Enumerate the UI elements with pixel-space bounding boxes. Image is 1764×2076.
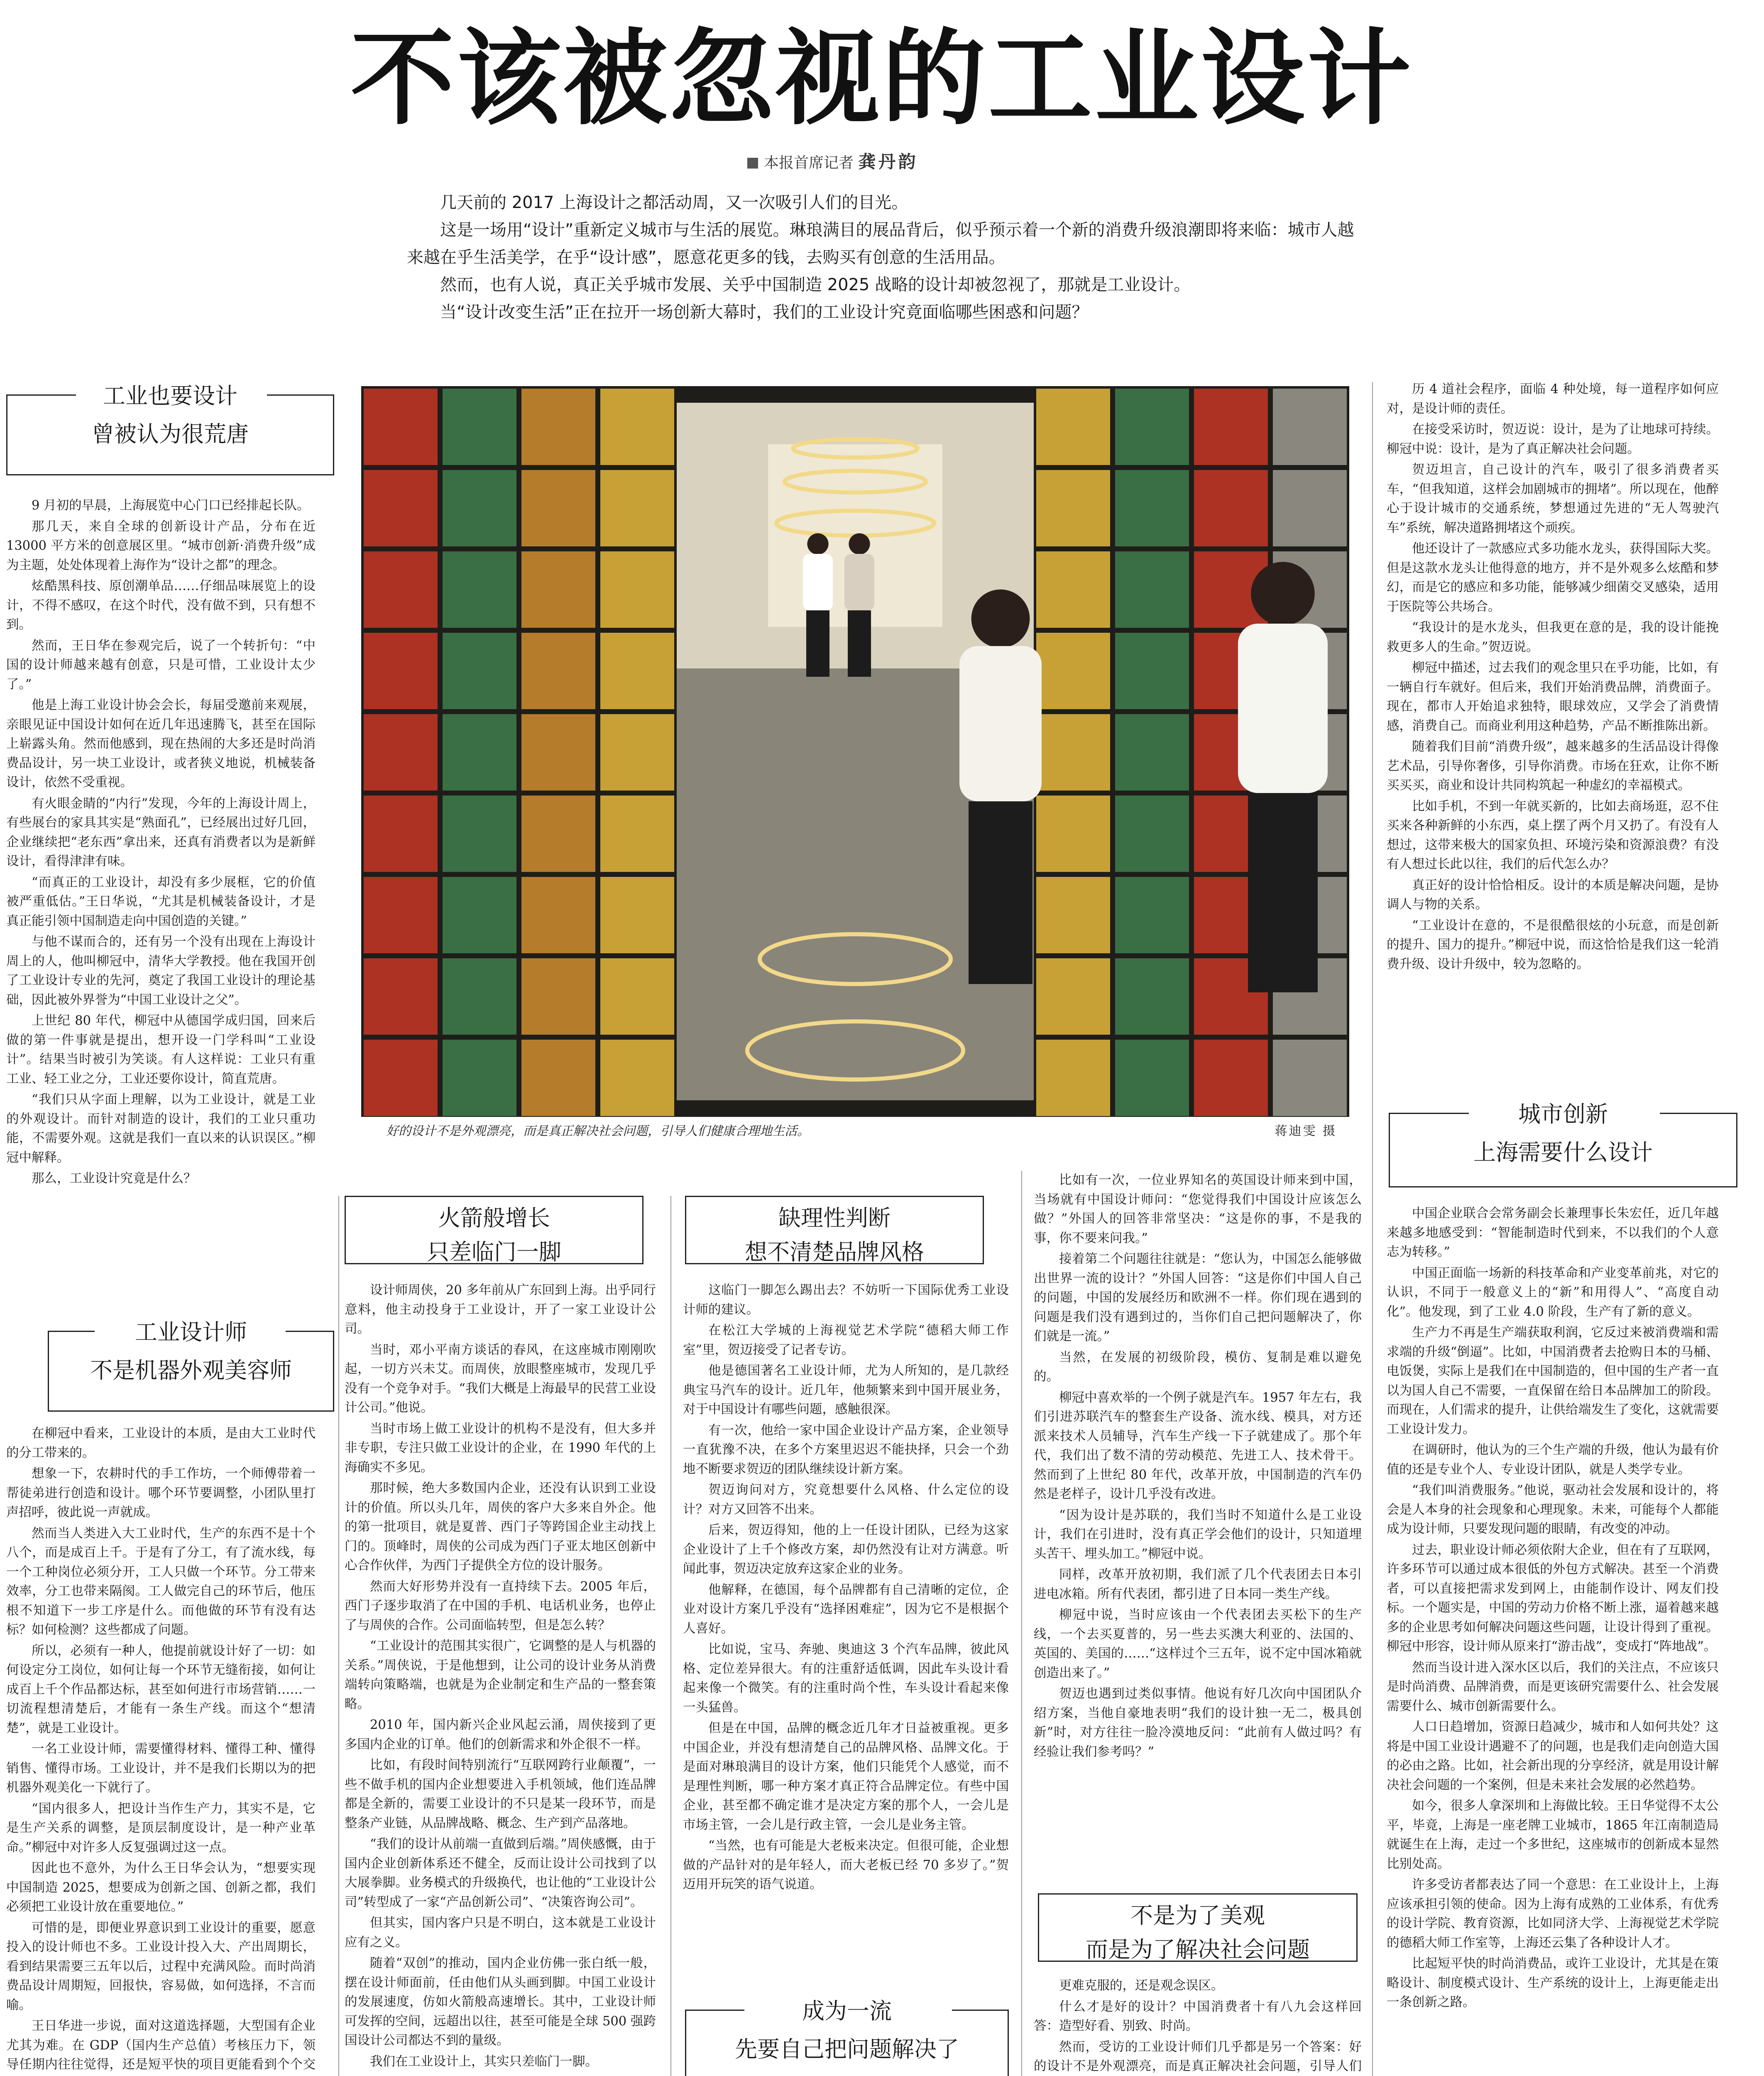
visitor-body xyxy=(844,554,874,610)
glass-pane xyxy=(443,877,516,953)
glass-pane xyxy=(600,796,674,872)
body-paragraph: 设计师周侠，20 多年前从广东回到上海。出乎同行意料，他主动投身于工业设计，开了一家工业设计公司。 xyxy=(345,1283,656,1336)
glass-pane xyxy=(600,633,674,709)
glass-pane xyxy=(443,633,516,709)
photo-caption xyxy=(386,1121,1341,1142)
body-paragraph: 人口日趋增加，资源日趋减少，城市和人如何共处？这将是中国工业设计遇避不了的问题，也是我们走向创造大国的必由之路。比如，社会新出现的分享经济，就是用设计解决社会问题的一个案例，但是未来社会发展的必然趋势。 xyxy=(1387,1720,1719,1792)
body-paragraph: 然而当设计进入深水区以后，我们的关注点，不应该只是时尚消费、品牌消费，而是更该研究需要什么、社会发展需要什么、城市创新需要什么。 xyxy=(1387,1660,1719,1714)
body-paragraph: 然而当人类进入大工业时代，生产的东西不是十个八个，而是成百上千。于是有了分工，有了流水线，每一个工种岗位必须分开，工人只做一个环节。分工带来效率，分工也带来隔阂。工人做完自己的环节后，他压根不知道下一步工序是什么。而他做的环节有没有达标？如何检测？这些都成了问题。 xyxy=(6,1526,316,1637)
body-paragraph: 比如说，宝马、奔驰、奥迪这 3 个汽车品牌，彼此风格、定位差异很大。有的注重舒适低调，因此车头设计看起来像一个微笑。有的注重时尚个性，车头设计看起来像一头猛兽。 xyxy=(683,1642,1009,1715)
visitor-legs xyxy=(806,610,829,677)
glass-pane xyxy=(1115,389,1189,465)
column-section3 xyxy=(345,1281,656,2076)
glass-pane xyxy=(521,470,595,546)
body-paragraph: 可惜的是，即便业界意识到工业设计的重要，愿意投入的设计师也不多。工业设计投入大、产出周期长，看到结果需要三五年以后，过程中充满风险。而时尚消费品设计周期短，回报快，容易做，如何选择，不言而喻。 xyxy=(6,1920,316,2012)
subheading-s5 xyxy=(685,1998,1009,2076)
subheading-s1 xyxy=(6,383,334,475)
subheading-s1-line2: 曾被认为很荒唐 xyxy=(92,421,249,447)
glass-pane xyxy=(1036,877,1110,953)
glass-pane xyxy=(521,796,595,872)
column-divider xyxy=(1372,382,1373,2076)
column-section6 xyxy=(1034,1976,1362,2076)
glass-pane xyxy=(600,551,674,628)
glass-pane xyxy=(521,877,595,953)
body-paragraph: 但其实，国内客户只是不明白，这本就是工业设计应有之义。 xyxy=(345,1916,656,1950)
column-section1 xyxy=(6,496,316,1310)
body-paragraph: 贺迈也遇到过类似事情。他说有好几次向中国团队介绍方案，当他自豪地表明“我们的设计独一无二，极具创新”时，对方往往一脸冷漠地反问：“此前有人做过吗？有经验让我们参考吗？” xyxy=(1034,1687,1362,1759)
body-paragraph: 然而大好形势并没有一直持续下去。2005 年后，西门子逐步取消了在中国的手机、电话机业务，也停止了与周侠的合作。公司面临转型，但是怎么转？ xyxy=(345,1579,656,1633)
glass-pane xyxy=(443,958,516,1035)
byline-square-icon xyxy=(747,158,758,169)
glass-pane xyxy=(1115,877,1189,953)
glass-pane xyxy=(1036,1040,1110,1116)
lede xyxy=(407,189,1358,330)
glass-pane xyxy=(1273,1040,1347,1116)
body-paragraph: “国内很多人，把设计当作生产力，其实不是，它是生产关系的调整，是顶层制度设计，是一种产业革命。”柳冠中对许多人反复强调过这一点。 xyxy=(6,1801,316,1855)
glass-pane xyxy=(1115,958,1189,1035)
body-paragraph: “而真正的工业设计，却没有多少展框，它的价值被严重低估。”王日华说，“尤其是机械装备设计，才是真正能引领中国制造走向中国创造的关键。” xyxy=(6,875,316,928)
subheading-s6 xyxy=(1038,1893,1358,1962)
body-paragraph: 当然，在发展的初级阶段，模仿、复制是难以避免的。 xyxy=(1034,1350,1362,1384)
body-paragraph: 柳冠中喜欢举的一个例子就是汽车。1957 年左右，我们引进苏联汽车的整套生产设备、流水线、模具，对方还派来技术人员辅导，汽车生产线一下子就建成了。那个年代，我们出了数不清的劳动模范、先进工人、技术骨干。然而到了上世纪 80 年代，改革开放，中国制造的汽车仍然是老样子，设计几乎没有改进。 xyxy=(1034,1390,1362,1501)
glass-pane xyxy=(1115,1040,1189,1116)
subheading-s8-line1: 城市创新 xyxy=(1518,1101,1608,1127)
glass-pane xyxy=(1036,714,1110,791)
glass-pane xyxy=(1036,796,1110,872)
glass-pane xyxy=(443,796,516,872)
body-paragraph: 当时市场上做工业设计的机构不是没有，但大多并非专职，专注只做工业设计的企业，在 1990 年代的上海确实不多见。 xyxy=(345,1421,656,1475)
body-paragraph: 他是上海工业设计协会会长，每届受邀前来观展，亲眼见证中国设计如何在近几年迅速腾飞，甚至在国际上崭露头角。然而他感到，现在热闹的大多还是时尚消费品设计，另一块工业设计，或者狭义地说，机械装备设计，依然不受重视。 xyxy=(6,698,316,790)
subheading-s2 xyxy=(48,1319,334,1412)
subheading-s1-line1: 工业也要设计 xyxy=(103,383,237,409)
glass-pane xyxy=(1194,1040,1268,1116)
subheading-s8 xyxy=(1389,1101,1737,1187)
body-paragraph: “我们只从字面上理解，以为工业设计，就是工业的外观设计。而针对制造的设计，我们的工业只重功能，不需要外观。这就是我们一直以来的认识误区。”柳冠中解释。 xyxy=(6,1092,316,1165)
subheading-s6-line2: 而是为了解决社会问题 xyxy=(1086,1936,1310,1963)
glass-pane xyxy=(364,877,438,953)
subheading-s8-line2: 上海需要什么设计 xyxy=(1473,1139,1653,1165)
glass-pane xyxy=(1036,958,1110,1035)
subheading-s3 xyxy=(345,1196,643,1264)
headline: 不该被忽视的工业设计 xyxy=(350,18,1414,139)
glass-pane xyxy=(364,714,438,791)
visitor-body xyxy=(959,646,1042,801)
glass-pane xyxy=(1036,633,1110,709)
body-paragraph: 那么，工业设计究竟是什么？ xyxy=(32,1171,196,1186)
stained-glass-photo xyxy=(361,386,1349,1117)
glass-pane xyxy=(1115,796,1189,872)
body-paragraph: 真正好的设计恰恰相反。设计的本质是解决问题，是协调人与物的关系。 xyxy=(1387,878,1719,912)
column-section8 xyxy=(1387,1204,1719,2076)
lede-paragraph: 然而，也有人说，真正关乎城市发展、关乎中国制造 2025 战略的设计却被忽视了，那就是工业设计。 xyxy=(440,275,1191,294)
glass-pane xyxy=(1036,470,1110,546)
body-paragraph: 柳冠中说，当时应该由一个代表团去买松下的生产线，一个去买夏普的，另一些去买澳大利亚的、法国的、英国的、美国的……“这样过个三五年，说不定中国冰箱就创造出来了。” xyxy=(1034,1608,1362,1680)
body-paragraph: 更难克服的，还是观念误区。 xyxy=(1059,1978,1224,1993)
lede-paragraph: 这是一场用“设计”重新定义城市与生活的展览。琳琅满目的展品背后，似乎预示着一个新的消费升级浪潮即将来临：城市人越来越在乎生活美学，在乎“设计感”，愿意花更多的钱，去购买有创意的生活用品。 xyxy=(407,220,1354,267)
body-paragraph: “我们的设计从前端一直做到后端。”周侠感慨，由于国内企业创新体系还不健全，反而让设计公司找到了以大展拳脚。业务模式的升级换代，也让他的“工业设计公司”转型成了一家“产品创新公司”、“决策咨询公司”。 xyxy=(345,1837,656,1910)
glass-pane xyxy=(443,551,516,628)
glass-pane xyxy=(1273,389,1347,465)
body-paragraph: 我们在工业设计上，其实只差临门一脚。 xyxy=(370,2054,598,2069)
body-paragraph: 随着我们目前“消费升级”，越来越多的生活品设计得像艺术品，引导你奢侈，引导你消费。市场在狂欢，让你不断买买买，商业和设计共同构筑起一种虚幻的幸福模式。 xyxy=(1387,739,1719,793)
glass-pane xyxy=(1115,470,1189,546)
column-section2 xyxy=(6,1424,316,2076)
glass-pane xyxy=(600,714,674,791)
byline xyxy=(747,149,1121,174)
body-paragraph: 9 月初的早晨，上海展览中心门口已经排起长队。 xyxy=(32,498,310,513)
glass-pane xyxy=(443,470,516,546)
subheading-s5-line2: 先要自己把问题解决了 xyxy=(735,2036,959,2062)
body-paragraph: “工业设计的范围其实很广，它调整的是人与机器的关系。”周侠说，于是他想到，让公司的设计业务从消费端转向策略端，也就是为企业制定和生产品的一整套策略。 xyxy=(345,1639,656,1711)
body-paragraph: 中国企业联合会常务副会长兼理事长朱宏任，近几年越来越多地感受到：“智能制造时代到来，不以我们的个人意志为转移。” xyxy=(1387,1206,1719,1259)
body-paragraph: 后来，贺迈得知，他的上一任设计团队，已经为这家企业设计了上千个修改方案，却仍然没有让对方满意。听闻此事，贺迈决定放弃这家企业的业务。 xyxy=(683,1523,1009,1576)
byline-author: 龚丹韵 xyxy=(858,152,918,172)
column-section7 xyxy=(1387,380,1719,1069)
body-paragraph: 比如有一次，一位业界知名的英国设计师来到中国，当场就有中国设计师问：“您觉得我们中国设计应该怎么做？”外国人的回答非常坚决：“这是你的事，不是我的事，你不要来问我。” xyxy=(1034,1173,1362,1246)
visitor-legs xyxy=(1248,793,1318,992)
subheading-s3-line2: 只差临门一脚 xyxy=(427,1239,561,1265)
body-paragraph: 同样，改革开放初期，我们派了几个代表团去日本引进电冰箱。所有代表团，都引进了日本同一类生产线。 xyxy=(1034,1567,1362,1601)
glass-pane xyxy=(600,958,674,1035)
body-paragraph: 王日华进一步说，面对这道选择题，大型国有企业尤其为难。在 GDP（国内生产总值）考核压力下，领导任期内往往觉得，还是短平快的项目更能看到个个交 xyxy=(6,2019,316,2072)
body-paragraph: 过去，职业设计师必须依附大企业，但在有了互联网，许多环节可以通过成本很低的外包方式解决。甚至一个消费者，可以直接把需求发到网上，由能制作设计、网友们投标。一个题实是，中国的劳动力价格不断上涨，逼着越来越多的企业思考如何解决问题这些问题，让设计得到了重视。柳冠中形容，设计师从原来打“游击战”，变成打“阵地战”。 xyxy=(1387,1542,1719,1654)
photo-caption-text: 好的设计不是外观漂亮，而是真正解决社会问题，引导人们健康合理地生活。 xyxy=(386,1124,810,1138)
body-paragraph: 然而，王日华在参观完后，说了一个转折句：“中国的设计师越来越有创意，只是可惜，工业设计太少了。” xyxy=(6,638,316,692)
body-paragraph: 什么才是好的设计？中国消费者十有八九会这样回答：造型好看、别致、时尚。 xyxy=(1034,1999,1362,2033)
body-paragraph: 在接受采访时，贺迈说：设计，是为了让地球可持续。柳冠中说：设计，是为了真正解决社会问题。 xyxy=(1387,422,1719,456)
glass-pane xyxy=(364,796,438,872)
body-paragraph: 比如手机，不到一年就买新的，比如去商场逛，忍不住买来各种新鲜的小东西，桌上摆了两个月又扔了。有没有人想过，这带来极大的国家负担、环境污染和资源浪费？有没有人想过长此以往，我们的后代怎么办？ xyxy=(1387,799,1719,872)
byline-prefix: 本报首席记者 xyxy=(764,154,854,171)
body-paragraph: 2010 年，国内新兴企业风起云涌，周侠接到了更多国内企业的订单。他们的创新需求和外企很不一样。 xyxy=(345,1718,656,1752)
body-paragraph: 随着“双创”的推动，国内企业仿佛一张白纸一般，摆在设计师面前，任由他们从头画到脚。中国工业设计的发展速度，仿如火箭般高速增长。其中，工业设计师可发挥的空间，远超出以往，甚至可能是全球 500 强跨国设计公司都达不到的量级。 xyxy=(345,1956,656,2048)
body-paragraph: 有火眼金睛的“内行”发现，今年的上海设计周上，有些展台的家具其实是“熟面孔”，已经展出过好几回，企业继续把“老东西”拿出来，还真有消费者以为是新鲜设计，看得津津有味。 xyxy=(6,796,316,869)
glass-pane xyxy=(600,1040,674,1116)
body-paragraph: “因为设计是苏联的，我们当时不知道什么是工业设计，我们在引进时，没有真正学会他们的设计，只知道埋头苦干、埋头加工。”柳冠中说。 xyxy=(1034,1508,1362,1561)
body-paragraph: 有一次，他给一家中国企业设计产品方案，企业领导一直犹豫不决，在多个方案里迟迟不能抉择，只会一个劲地不断要求贺迈的团队继续设计新方案。 xyxy=(683,1423,1009,1476)
body-paragraph: 许多受访者都表达了同一个意思：在工业设计上，上海应该承担引领的使命。因为上海有成熟的工业体系，有优秀的设计学院、教育资源，比如同济大学、上海视觉艺术学院的德稻大师工作室等，上海还云集了各种设计人才。 xyxy=(1387,1878,1719,1950)
body-paragraph: 在松江大学城的上海视觉艺术学院“德稻大师工作室”里，贺迈接受了记者专访。 xyxy=(683,1323,1009,1357)
photo-illustration xyxy=(361,386,1349,1117)
body-paragraph: “我设计的是水龙头，但我更在意的是，我的设计能挽救更多人的生命。”贺迈说。 xyxy=(1387,620,1719,654)
body-paragraph: 中国正面临一场新的科技革命和产业变革前兆，对它的认识，不同于一般意义上的“新”和用得人”、“高度自动化”。他发现，到了工业 4.0 阶段，生产有了新的意义。 xyxy=(1387,1266,1719,1319)
glass-pane xyxy=(600,877,674,953)
glass-pane xyxy=(364,633,438,709)
body-paragraph: 贺迈坦言，自己设计的汽车，吸引了很多消费者买车，“但我知道，这样会加剧城市的拥堵”。所以现在，他醉心于设计城市的交通系统，梦想通过先进的“无人驾驶汽车”系统，解决道路拥堵这个顽疾。 xyxy=(1387,463,1719,535)
subheading-s2-line2: 不是机器外观美容师 xyxy=(90,1357,292,1383)
body-paragraph: 想象一下，农耕时代的手工作坊，一个师傅带着一帮徒弟进行创造和设计。哪个环节要调整，小团队里打声招呼，彼此说一声就成。 xyxy=(6,1466,316,1520)
glass-pane xyxy=(521,714,595,791)
visitor-head xyxy=(1251,562,1315,626)
subheading-s4-line1: 缺理性判断 xyxy=(778,1205,891,1231)
body-paragraph: 如今，很多人拿深圳和上海做比较。王日华觉得不太公平，毕竟，上海是一座老牌工业城市，1865 年江南制造局就诞生在上海，走过一个多世纪，这座城市的创新成本显然比别处高。 xyxy=(1387,1799,1719,1871)
body-paragraph: “我们叫消费服务。”他说，驱动社会发展和设计的，将会是人本身的社会现象和心理现象。未来，可能每个人都能成为设计师，只要发现问题的眼睛，有改变的冲动。 xyxy=(1387,1483,1719,1536)
lede-paragraph: 几天前的 2017 上海设计之都活动周，又一次吸引人们的目光。 xyxy=(440,193,908,212)
body-paragraph: 那几天，来自全球的创新设计产品，分布在近 13000 平方米的创意展区里。“城市创新·消费升级”成为主题，处处体现着上海作为“设计之都”的理念。 xyxy=(6,519,316,573)
column-divider xyxy=(670,1196,671,2076)
photo-credit: 蒋迪雯 摄 xyxy=(1275,1124,1337,1138)
subheading-s4-line2: 想不清楚品牌风格 xyxy=(745,1239,924,1265)
body-paragraph: 他是德国著名工业设计师，尤为人所知的，是几款经典宝马汽车的设计。近几年，他频繁来到中国开展业务，对于中国设计有哪些问题，感触很深。 xyxy=(683,1364,1009,1417)
body-paragraph: 因此也不意外，为什么王日华会认为，“想要实现中国制造 2025，想要成为创新之国、创新之都，我们必须把工业设计放在重要地位。” xyxy=(6,1861,316,1914)
subheading-s2-line1: 工业设计师 xyxy=(135,1319,247,1345)
body-paragraph: 历 4 道社会程序，面临 4 种处境，每一道程序如何应对，是设计师的责任。 xyxy=(1387,382,1719,416)
body-paragraph: 所以，必须有一种人，他提前就设计好了一切：如何设定分工岗位，如何让每一个环节无缝衔接，如何让成百上千个作品都达标，甚至如何进行市场营销……一切流程想清楚后，才能有一条生产线。而这个“想清楚”，就是工业设计。 xyxy=(6,1643,316,1736)
body-paragraph: 柳冠中描述，过去我们的观念里只在乎功能，比如，有一辆自行车就好。但后来，我们开始消费品牌，消费面子。现在，都市人开始追求独特，眼球效应，又学会了消费情感，消费自己。而商业利用这种趋势，产品不断推陈出新。 xyxy=(1387,661,1719,733)
visitor-body xyxy=(1238,624,1328,793)
body-paragraph: 比起短平快的时尚消费品，或许工业设计，尤其是在策略设计、制度模式设计、生产系统的设计上，上海更能走出一条创新之路。 xyxy=(1387,1956,1719,2010)
visitor-legs xyxy=(969,801,1032,984)
visitor-head xyxy=(971,590,1030,648)
visitor-head xyxy=(849,533,870,554)
glass-pane xyxy=(364,470,438,546)
glass-pane xyxy=(443,389,516,465)
column-section4 xyxy=(683,1281,1009,1995)
glass-pane xyxy=(1036,551,1110,628)
body-paragraph: 那时候，绝大多数国内企业，还没有认识到工业设计的价值。所以头几年，周侠的客户大多来自外企。他的第一批项目，就是夏普、西门子等跨国企业主动找上门的。顶峰时，周侠的公司成为西门子亚太地区创新中心合作伙伴，为西门子提供全方位的设计服务。 xyxy=(345,1481,656,1573)
body-paragraph: “工业设计在意的，不是很酷很炫的小玩意，而是创新的提升、国力的提升。”柳冠中说，而这恰恰是我们这一轮消费升级、设计升级中，较为忽略的。 xyxy=(1387,918,1719,972)
column-section5 xyxy=(1034,1171,1362,1893)
body-paragraph: 他还设计了一款感应式多功能水龙头，获得国际大奖。但是这款水龙头让他得意的地方，并不是外观多么炫酷和梦幻，而是它的感应和多功能，能够减少细菌交叉感染，适用于医院等公共场合。 xyxy=(1387,541,1719,614)
glass-pane xyxy=(600,470,674,546)
body-paragraph: 当时，邓小平南方谈话的春风，在这座城市刚刚吹起，一切方兴未艾。而周侠，放眼整座城市，发现几乎没有一个竞争对手。“我们大概是上海最早的民营工业设计公司。”他说。 xyxy=(345,1342,656,1415)
body-paragraph: 贺迈询问对方，究竟想要什么风格、什么定位的设计？对方又回答不出来。 xyxy=(683,1483,1009,1517)
glass-pane xyxy=(600,389,674,465)
body-paragraph: 上世纪 80 年代，柳冠中从德国学成归国，回来后做的第一件事就是提出，想开设一门学科叫“工业设计”。结果当时被引为笑谈。有人这样说：工业只有重工业、轻工业之分，工业还要你设计，简直荒唐。 xyxy=(6,1014,316,1086)
glass-pane xyxy=(1194,470,1268,546)
glass-pane xyxy=(521,551,595,628)
glass-pane xyxy=(1273,470,1347,546)
glass-pane xyxy=(364,958,438,1035)
column-divider xyxy=(1021,1171,1022,2076)
body-paragraph: 比如，有段时间特别流行“互联网跨行业颠覆”，一些不做手机的国内企业想要进入手机领域，他们连品牌都是全新的，需要工业设计的不只是某一段环节，而是整条产业链，从品牌战略、概念、生产到产品落地。 xyxy=(345,1758,656,1831)
glass-pane xyxy=(521,633,595,709)
glass-pane xyxy=(1194,389,1268,465)
lede-paragraph: 当“设计改变生活”正在拉开一场创新大幕时，我们的工业设计究竟面临哪些困惑和问题？ xyxy=(440,303,1089,322)
body-paragraph: 他解释，在德国，每个品牌都有自己清晰的定位，企业对设计方案几乎没有“选择困难症”，因为它不是根据个人喜好。 xyxy=(683,1582,1009,1636)
visitor-body xyxy=(803,554,833,610)
visitor-head xyxy=(807,533,828,554)
column-divider xyxy=(338,1196,339,2076)
body-paragraph: 一名工业设计师，需要懂得材料、懂得工种、懂得销售、懂得市场。工业设计，并不是我们长期以为的把机器外观美化一下就行了。 xyxy=(6,1742,316,1795)
glass-pane xyxy=(1036,389,1110,465)
body-paragraph: 在调研时，他认为的三个生产端的升级，他认为最有价值的还是专业个人、专业设计团队，就是人类学专业。 xyxy=(1387,1443,1719,1477)
body-paragraph: 与他不谋而合的，还有另一个没有出现在上海设计周上的人，他叫柳冠中，清华大学教授。他在我国开创了工业设计专业的先河，奠定了我国工业设计的理论基础，因此被外界誉为“中国工业设计之父”。 xyxy=(6,935,316,1007)
glass-pane xyxy=(1115,633,1189,709)
visitor-legs xyxy=(848,610,871,677)
subheading-s6-line1: 不是为了美观 xyxy=(1130,1902,1265,1929)
glass-pane xyxy=(521,1040,595,1116)
body-paragraph: 但是在中国，品牌的概念近几年才日益被重视。更多中国企业，并没有想清楚自己的品牌风格、品牌文化。于是面对琳琅满目的设计方案，他们只能凭个人感觉，而不是理性判断，哪一种方案才真正符合品牌定位。有些中国企业，甚至都不确定谁才是决定方案的那个人，一会儿是市场主管，一会儿是行政主管，一会儿是业务主管。 xyxy=(683,1721,1009,1832)
glass-pane xyxy=(1115,551,1189,628)
glass-pane xyxy=(521,958,595,1035)
glass-pane xyxy=(521,389,595,465)
body-paragraph: 炫酷黑科技、原创潮单品……仔细品味展览上的设计，不得不感叹，在这个时代，没有做不到，只有想不到。 xyxy=(6,579,316,632)
glass-pane xyxy=(443,714,516,791)
glass-pane xyxy=(364,551,438,628)
glass-pane xyxy=(1115,714,1189,791)
glass-pane xyxy=(443,1040,516,1116)
subheading-s4 xyxy=(685,1196,984,1264)
subheading-s5-line1: 成为一流 xyxy=(802,1998,892,2024)
body-paragraph: 生产力不再是生产端获取利润，它反过来被消费端和需求端的升级“倒逼”。比如，中国消费者去抢购日本的马桶、电饭煲，实际上是我们在中国制造的，但中国的生产者一直以为国人自己不需要，一直保留在给日本品牌加工的阶段。而现在，人们需求的提升，让供给端发生了变化，这就需要工业设计发力。 xyxy=(1387,1325,1719,1437)
subheading-s3-line1: 火箭般增长 xyxy=(438,1205,550,1231)
body-paragraph: 然而，受访的工业设计师们几乎都是另一个答案：好的设计不是外观漂亮，而是真正解决社会问题，引导人们 xyxy=(1034,2039,1362,2074)
body-paragraph: 接着第二个问题往往就是：“您认为，中国怎么能够做出世界一流的设计？”外国人回答：“这是你们中国人自己的问题，中国的发展经历和欧洲不一样。你们现在遇到的问题是我们没有遇到过的，当你们自己把问题解决了，你们就是一流。” xyxy=(1034,1252,1362,1344)
body-paragraph: 在柳冠中看来，工业设计的本质，是由大工业时代的分工带来的。 xyxy=(6,1426,316,1460)
body-paragraph: “当然，也有可能是大老板来决定。但很可能，企业想做的产品针对的是年轻人，而大老板已经 70 多岁了。”贺迈用开玩笑的语气说道。 xyxy=(683,1839,1009,1892)
body-paragraph: 这临门一脚怎么踢出去？不妨听一下国际优秀工业设计师的建议。 xyxy=(683,1283,1009,1317)
glass-pane xyxy=(364,389,438,465)
glass-pane xyxy=(364,1040,438,1116)
